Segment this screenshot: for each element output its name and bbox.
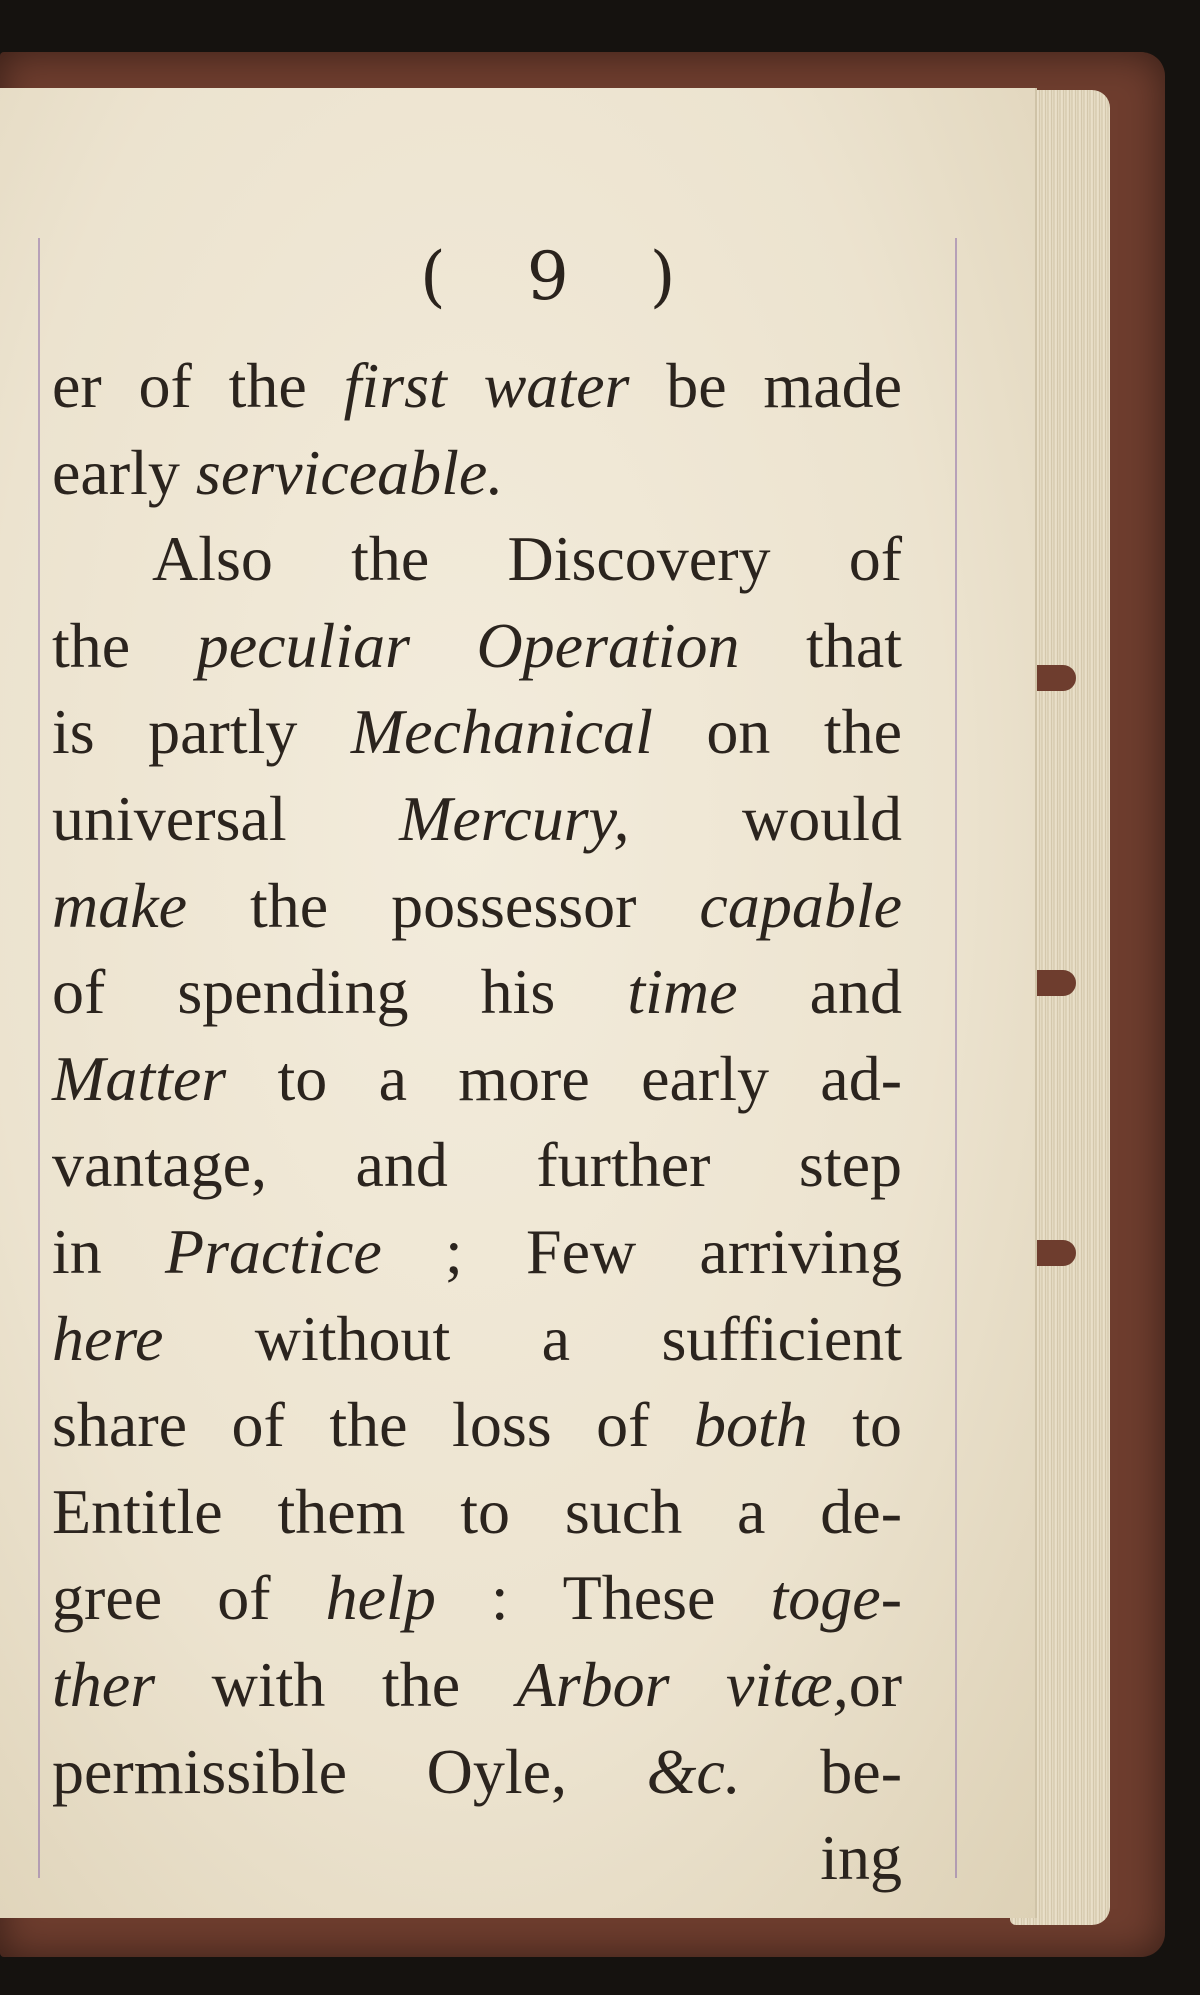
roman-text: be- [740, 1735, 903, 1807]
roman-text: on the [652, 696, 902, 768]
text-line [52, 1555, 902, 1642]
italic-text: here [52, 1302, 164, 1374]
text-line [52, 430, 902, 517]
roman-text: Entitle them to such a de- [52, 1475, 902, 1547]
roman-text: vantage, and further step [52, 1129, 902, 1201]
text-line [52, 689, 902, 776]
italic-text: toge- [770, 1562, 903, 1634]
text-line [52, 949, 902, 1036]
margin-rule-right [955, 238, 957, 1878]
italic-text: &c. [646, 1735, 741, 1807]
text-line [52, 343, 902, 430]
italic-text: Matter [52, 1042, 227, 1114]
roman-text: the possessor [187, 869, 700, 941]
text-line [52, 516, 902, 603]
roman-text: is partly [52, 696, 351, 768]
text-line [52, 1642, 902, 1729]
roman-text: Also the Discovery of [152, 523, 902, 595]
page-text [52, 343, 902, 1902]
italic-text: first water [343, 350, 630, 421]
roman-text: and [737, 956, 902, 1028]
text-line [52, 776, 902, 863]
italic-text: help [325, 1562, 436, 1634]
italic-text: serviceable. [195, 436, 504, 508]
roman-text: with the [155, 1648, 517, 1720]
roman-text: to [807, 1389, 902, 1461]
text-line [52, 1122, 902, 1209]
italic-text: Mechanical [350, 696, 653, 768]
roman-text: of spending his [52, 956, 628, 1028]
italic-text: make [52, 869, 188, 941]
roman-text: : These [435, 1562, 771, 1634]
italic-text: Mercury, [399, 782, 630, 854]
margin-rule-left [38, 238, 40, 1878]
italic-text: Arbor vitæ, [516, 1648, 849, 1720]
text-line [52, 603, 902, 690]
roman-text: er of the [52, 350, 344, 421]
text-line [52, 863, 902, 950]
roman-text: to a more early ad- [226, 1042, 902, 1114]
page-number: ( 9 ) [420, 238, 706, 315]
text-line [52, 1036, 902, 1123]
roman-text: ; Few arriving [381, 1215, 903, 1287]
italic-text: peculiar Operation [196, 609, 740, 681]
text-line [52, 1469, 902, 1556]
italic-text: capable [699, 869, 902, 941]
italic-text: time [627, 956, 738, 1028]
roman-text: permissible Oyle, [52, 1735, 647, 1807]
roman-text: share of the loss of [52, 1389, 694, 1461]
roman-text: without a sufficient [163, 1302, 902, 1374]
roman-text: or [848, 1648, 902, 1720]
roman-text: would [629, 782, 902, 854]
italic-text: ther [52, 1648, 156, 1720]
roman-text: the [52, 609, 197, 681]
book-page [0, 88, 1037, 1918]
roman-text: ing [820, 1822, 902, 1894]
text-line [52, 1729, 902, 1816]
roman-text: be made [629, 350, 903, 421]
text-line [52, 1815, 902, 1902]
text-line [52, 1209, 902, 1296]
text-line [52, 1382, 902, 1469]
roman-text: early [52, 436, 196, 508]
roman-text: in [52, 1215, 165, 1287]
text-line [52, 1296, 902, 1383]
italic-text: Practice [165, 1215, 382, 1287]
roman-text: universal [52, 782, 400, 854]
roman-text: that [739, 609, 903, 681]
roman-text: gree of [52, 1562, 326, 1634]
italic-text: both [693, 1389, 808, 1461]
